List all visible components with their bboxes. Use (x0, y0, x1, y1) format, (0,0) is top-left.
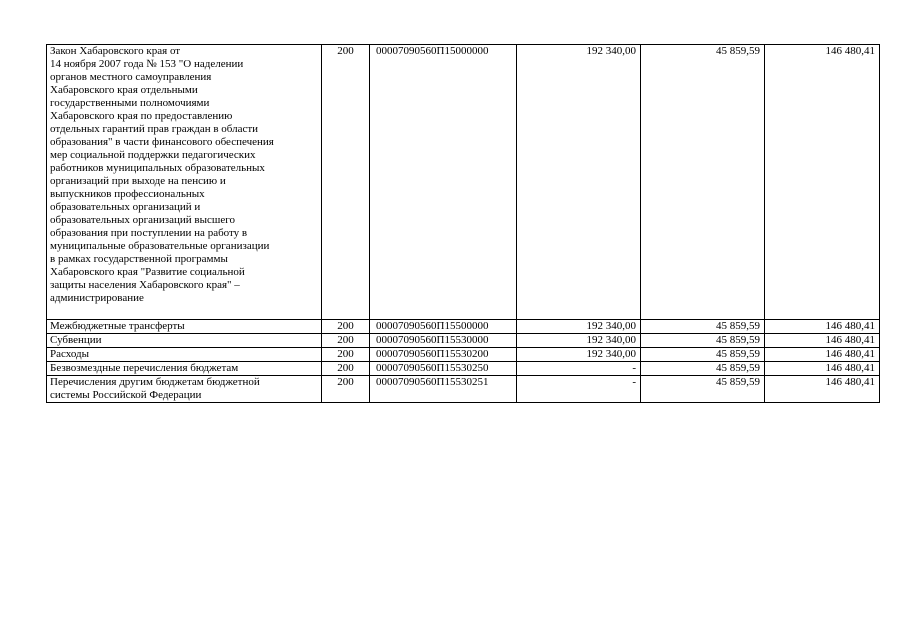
row-name-cell: Закон Хабаровского края от 14 ноября 2007 года № 153 "О наделении органов местного самоуправления Хабаровского края отдельными государственными полномочиями Хабаровского края по предоставлению отдельных гарантий прав граждан в области образования" в части финансового обеспечения мер социальной поддержки педагогических работников муниципальных образовательных организаций при выходе на пенсию и выпускников профессиональных образовательных организаций и образовательных организаций высшего образования при поступлении на работу в муниципальные образовательные организации в рамках государственной программы Хабаровского края "Развитие социальной защиты населения Хабаровского края" – администрирование (47, 45, 322, 320)
row-remaining-cell: 146 480,41 (765, 362, 880, 376)
table-row (47, 320, 880, 334)
row-assigned-cell: 192 340,00 (517, 45, 641, 320)
table-row (47, 348, 880, 362)
table-row (47, 362, 880, 376)
row-name-cell: Субвенции (47, 334, 322, 348)
row-remaining-cell: 146 480,41 (765, 334, 880, 348)
row-assigned-cell: 192 340,00 (517, 348, 641, 362)
row-classification-code-cell: 00007090560П15530000 (370, 334, 517, 348)
row-classification-code-cell: 00007090560П15530251 (370, 376, 517, 403)
table-row (47, 334, 880, 348)
row-executed-cell: 45 859,59 (641, 348, 765, 362)
row-assigned-cell: - (517, 362, 641, 376)
row-name-cell: Перечисления другим бюджетам бюджетной системы Российской Федерации (47, 376, 322, 403)
budget-report-sheet (46, 44, 879, 403)
row-executed-cell: 45 859,59 (641, 45, 765, 320)
row-executed-cell: 45 859,59 (641, 334, 765, 348)
row-assigned-cell: 192 340,00 (517, 320, 641, 334)
row-name-cell: Безвозмездные перечисления бюджетам (47, 362, 322, 376)
row-remaining-cell: 146 480,41 (765, 376, 880, 403)
row-remaining-cell: 146 480,41 (765, 348, 880, 362)
row-line-code-cell: 200 (322, 376, 370, 403)
row-line-code-cell: 200 (322, 45, 370, 320)
table-row (47, 45, 880, 320)
row-classification-code-cell: 00007090560П15530250 (370, 362, 517, 376)
row-classification-code-cell: 00007090560П15500000 (370, 320, 517, 334)
row-executed-cell: 45 859,59 (641, 320, 765, 334)
row-remaining-cell: 146 480,41 (765, 45, 880, 320)
row-line-code-cell: 200 (322, 320, 370, 334)
budget-execution-table (46, 44, 880, 403)
row-classification-code-cell: 00007090560П15000000 (370, 45, 517, 320)
row-executed-cell: 45 859,59 (641, 362, 765, 376)
row-assigned-cell: 192 340,00 (517, 334, 641, 348)
row-assigned-cell: - (517, 376, 641, 403)
table-row (47, 376, 880, 403)
row-name-cell: Расходы (47, 348, 322, 362)
row-line-code-cell: 200 (322, 334, 370, 348)
row-classification-code-cell: 00007090560П15530200 (370, 348, 517, 362)
row-line-code-cell: 200 (322, 348, 370, 362)
row-remaining-cell: 146 480,41 (765, 320, 880, 334)
row-line-code-cell: 200 (322, 362, 370, 376)
row-executed-cell: 45 859,59 (641, 376, 765, 403)
row-name-cell: Межбюджетные трансферты (47, 320, 322, 334)
